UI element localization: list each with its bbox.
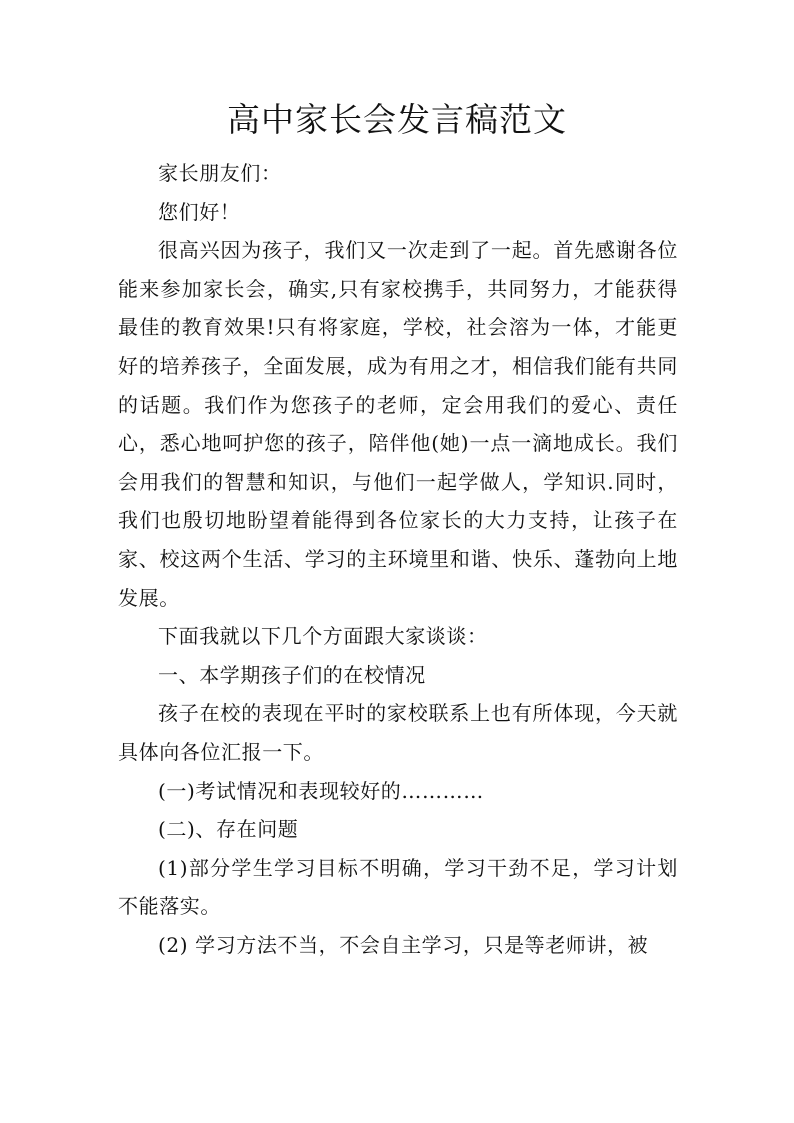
section-1-paragraph: 孩子在校的表现在平时的家校联系上也有所体现，今天就具体向各位汇报一下。 xyxy=(118,701,678,764)
document-body xyxy=(118,154,678,964)
greeting-paragraph: 您们好！ xyxy=(158,199,241,224)
topics-intro-paragraph: 下面我就以下几个方面跟大家谈谈： xyxy=(158,624,488,649)
salutation-paragraph: 家长朋友们： xyxy=(158,161,282,185)
document-title: 高中家长会发言稿范文 xyxy=(227,100,567,139)
subsection-heading-2: (二)、存在问题 xyxy=(158,817,299,842)
subsection-heading-1: (一)考试情况和表现较好的………… xyxy=(158,778,484,803)
problem-item-2: (2) 学习方法不当，不会自主学习，只是等老师讲，被 xyxy=(158,932,649,957)
problem-item-1: (1)部分学生学习目标不明确，学习干劲不足，学习计划不能落实。 xyxy=(118,855,678,919)
section-heading-1: 一、本学期孩子们的在校情况 xyxy=(158,662,426,687)
intro-paragraph: 很高兴因为孩子，我们又一次走到了一起。首先感谢各位能来参加家长会，确实,只有家校携手，共同努力，才能获得最佳的教育效果!只有将家庭，学校，社会溶为一体，才能更好的培养孩子，全面发展，成为有用之才，相信我们能有共同的话题。我们作为您孩子的老师，定会用我们的爱心、责任心，悉心地呵护您的孩子，陪伴他(她)一点一滴地成长。我们会用我们的智慧和知识，与他们一起学做人，学知识.同时，我们也殷切地盼望着能得到各位家长的大力支持，让孩子在家、校这两个生活、学习的主环境里和谐、快乐、蓬勃向上地发展。 xyxy=(118,238,678,610)
